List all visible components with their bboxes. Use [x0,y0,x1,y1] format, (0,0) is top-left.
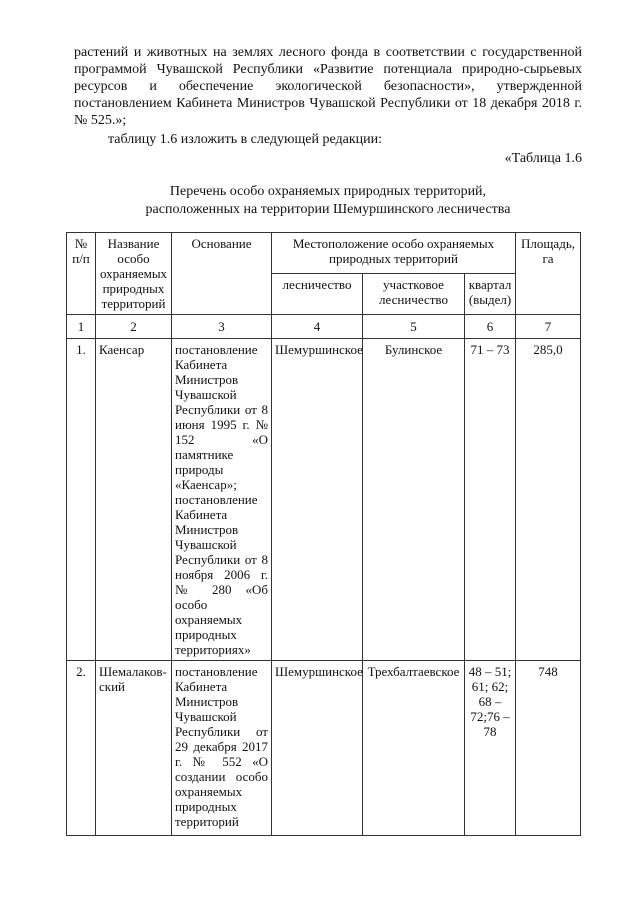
row-num: 2. [67,661,96,836]
intro-text [74,44,582,148]
table-reference: «Таблица 1.6 [504,151,582,166]
row-quarter: 48 – 51; 61; 62; 68 – 72;76 – 78 [465,661,516,836]
header-area: Площадь, га [516,233,581,315]
column-number: 7 [516,315,581,339]
header-forestry: лесничество [272,274,363,315]
column-number: 5 [363,315,465,339]
row-forestry: Шемуршинское [272,339,363,661]
header-location: Местоположение особо охраняемых природных территорий [272,233,516,274]
row-basis: постановление Кабинета Министров Чувашской Республики от 29 декабря 2017 г. № 552 «О создании особо охраняемых природных территорий [172,661,272,836]
row-quarter: 71 – 73 [465,339,516,661]
intro-paragraph-1: растений и животных на землях лесного фонда в соответствии с государственной программой Чувашской Республики «Развитие потенциала природно-сырьевых ресурсов и обеспечение экологической безопасности», утвержденной постановлением Кабинета Министров Чувашской Республики от 18 декабря 2018 г. № 525.»; [74,45,582,128]
table-title-line-2: расположенных на территории Шемуршинского лесничества [145,202,511,217]
header-quarter: квартал (выдел) [465,274,516,315]
header-basis: Основание [172,233,272,315]
row-district: Булинское [363,339,465,661]
header-name: Название особо охраняемых природных территорий [96,233,172,315]
table-title [74,183,582,219]
column-number: 6 [465,315,516,339]
header-district: участковое лесничество [363,274,465,315]
column-number: 3 [172,315,272,339]
row-name: Каенсар [96,339,172,661]
column-number-row [67,315,581,339]
table-title-line-1: Перечень особо охраняемых природных территорий, [169,184,487,199]
row-area: 748 [516,661,581,836]
header-row-1 [67,233,581,274]
row-district: Трехбалтаевское [363,661,465,836]
header-num: № п/п [67,233,96,315]
column-number: 1 [67,315,96,339]
protected-territories-table [66,232,581,836]
table-row [67,661,581,836]
row-num: 1. [67,339,96,661]
table-row [67,339,581,661]
column-number: 4 [272,315,363,339]
column-number: 2 [96,315,172,339]
row-basis: постановление Кабинета Министров Чувашской Республики от 8 июня 1995 г. № 152 «О памятнике природы «Каенсар»; постановление Кабинета Министров Чувашской Республики от 8 ноября 2006 г. № 280 «Об особо охраняемых природных территориях» [172,339,272,661]
intro-paragraph-2: таблицу 1.6 изложить в следующей редакции: [108,132,383,147]
row-area: 285,0 [516,339,581,661]
row-name: Шемалаков-ский [96,661,172,836]
row-forestry: Шемуршинское [272,661,363,836]
